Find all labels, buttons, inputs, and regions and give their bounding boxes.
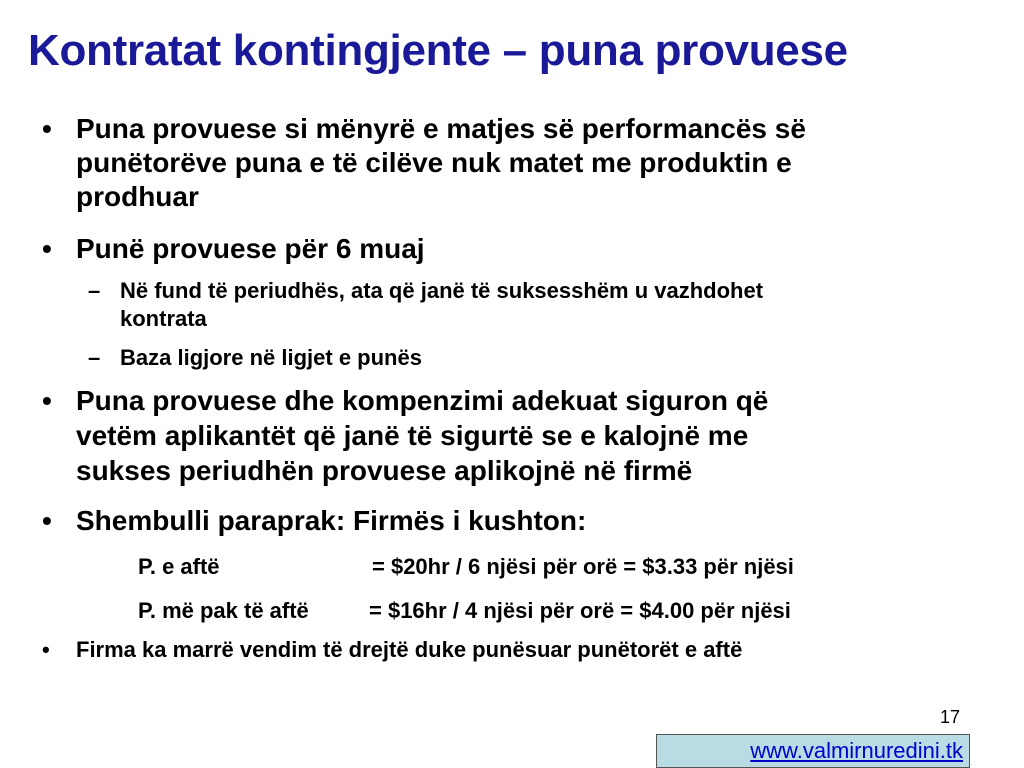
sub-bullet-text-line: Baza ligjore në ligjet e punës [120, 345, 422, 370]
bullet-marker: • [42, 385, 52, 416]
bullet-marker: • [42, 505, 52, 536]
bullet-marker: • [42, 637, 50, 662]
bullet-text-line: Puna provuese si mënyrë e matjes së performancës së [76, 113, 806, 144]
footer-link-box [656, 734, 970, 768]
sub-bullet-marker: – [88, 345, 101, 370]
bullet-text-line: Firma ka marrë vendim të drejtë duke punësuar punëtorët e aftë [76, 637, 743, 662]
bullet-text-line: sukses periudhën provuese aplikojnë në firmë [76, 455, 693, 486]
bullet-text-line: Shembulli paraprak: Firmës i kushton: [76, 505, 587, 536]
footer-link[interactable]: www.valmirnuredini.tk [750, 738, 963, 763]
bullet-text-line: prodhuar [76, 181, 199, 212]
calc-label: P. e aftë [138, 554, 220, 579]
calc-value: = $20hr / 6 njësi për orë = $3.33 për njësi [372, 554, 794, 579]
bullet-text-line: punëtorëve puna e të cilëve nuk matet me produktin e [76, 147, 792, 178]
sub-bullet-text-line: Në fund të periudhës, ata që janë të suksesshëm u vazhdohet [120, 278, 764, 303]
bullet-text-line: Puna provuese dhe kompenzimi adekuat siguron që [76, 385, 769, 416]
bullet-marker: • [42, 113, 52, 144]
sub-bullet-marker: – [88, 278, 101, 303]
slide-title: Kontratat kontingjente – puna provuese [28, 26, 848, 75]
bullet-marker: • [42, 233, 52, 264]
bullet-text-line: vetëm aplikantët që janë të sigurtë se e kalojnë me [76, 420, 749, 451]
calc-row-skilled [138, 553, 794, 581]
calc-value: = $16hr / 4 njësi për orë = $4.00 për njësi [369, 598, 791, 623]
sub-bullet-text-line: kontrata [120, 306, 207, 331]
slide-number: 17 [939, 707, 960, 727]
bullet-text-line: Punë provuese për 6 muaj [76, 233, 425, 264]
calc-label: P. më pak të aftë [138, 598, 309, 623]
calc-row-less-skilled [138, 597, 791, 625]
